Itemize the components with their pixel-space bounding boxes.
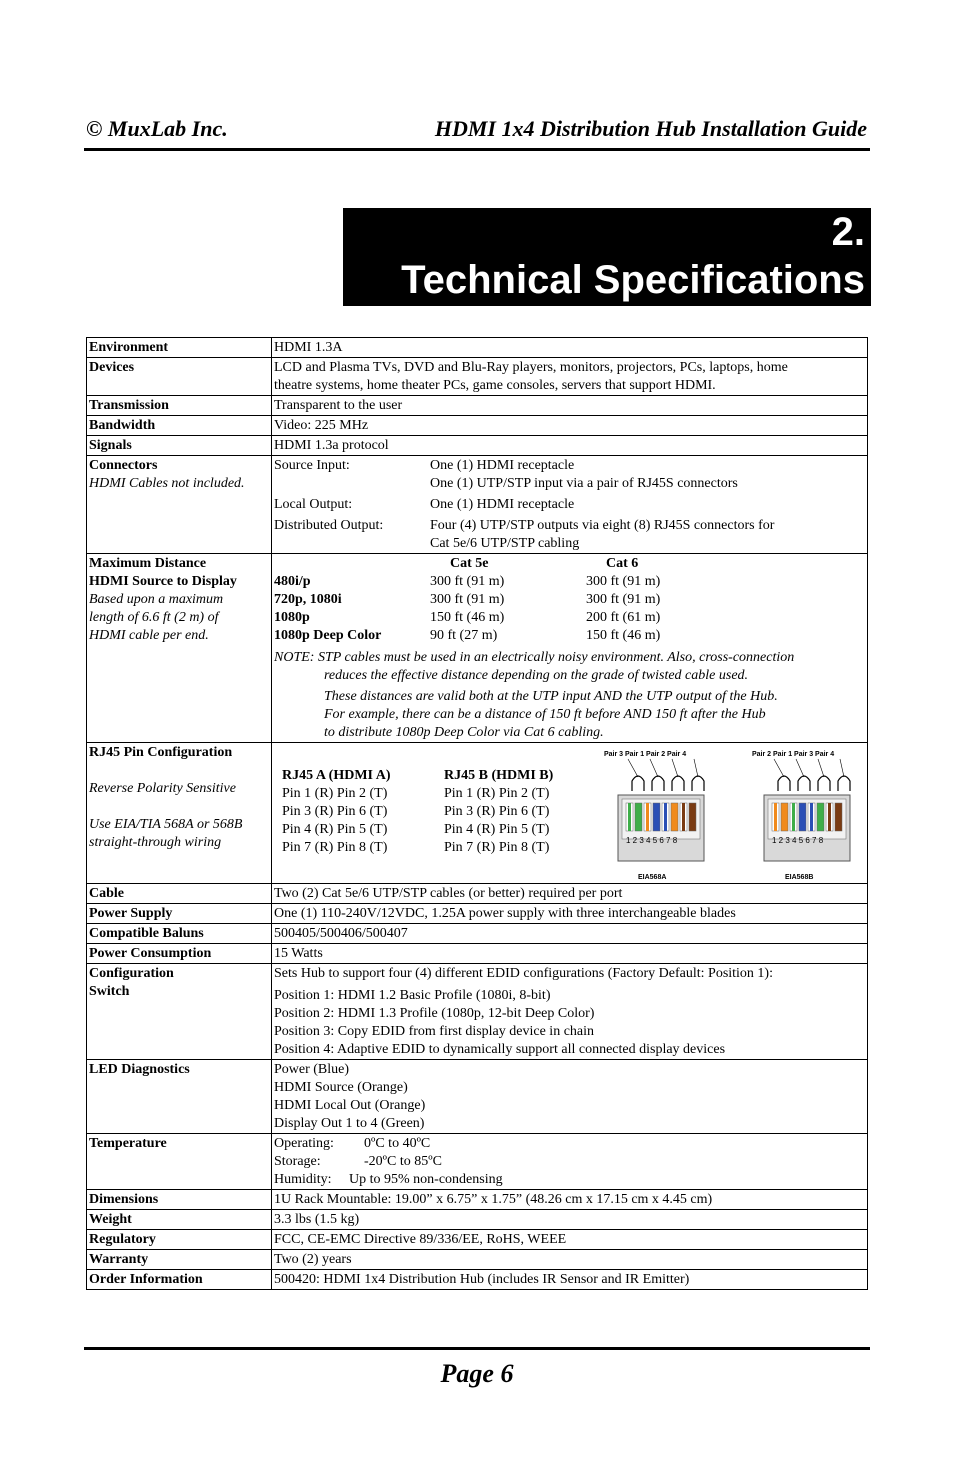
connector-label: Source Input: <box>274 458 350 473</box>
temp-label: Humidity: <box>274 1172 332 1187</box>
connector-label: Local Output: <box>274 497 353 512</box>
spec-value: HDMI 1.3A <box>272 338 868 358</box>
temp-storage <box>274 1153 865 1171</box>
spec-value <box>272 358 868 396</box>
pin-config <box>272 743 867 883</box>
spec-value: FCC, CE-EMC Directive 89/336/EE, RoHS, WEEE <box>272 1230 868 1250</box>
spec-key: Power Consumption <box>87 944 272 964</box>
distance-cat6: 200 ft (61 m) <box>586 610 661 625</box>
chapter-title: Technical Specifications <box>401 258 865 302</box>
row-rj45 <box>87 743 868 884</box>
distance-cat5e: 90 ft (27 m) <box>430 628 498 643</box>
spec-key <box>87 554 272 743</box>
temp-operating <box>274 1135 865 1153</box>
spec-value: Transparent to the user <box>272 396 868 416</box>
spec-value <box>272 1060 868 1134</box>
diagram-b-label: EIA568B <box>785 874 814 881</box>
temp-label: Operating: <box>274 1136 334 1151</box>
diagram-a-pairs: Pair 3 Pair 1 Pair 2 Pair 4 <box>604 751 687 758</box>
diagram-a-label: EIA568A <box>638 874 667 881</box>
pin-pair: Pin 7 (R) Pin 8 (T) <box>444 840 550 855</box>
config-position: Position 4: Adaptive EDID to dynamically support all connected display devices <box>274 1042 726 1057</box>
distance-row <box>274 609 865 627</box>
distance-resolution: 720p, 1080i <box>274 592 342 607</box>
led-item: HDMI Source (Orange) <box>274 1080 408 1095</box>
header-doc-title: HDMI 1x4 Distribution Hub Installation Guide <box>434 116 867 141</box>
distance-cat6: 300 ft (91 m) <box>586 592 661 607</box>
row-max-distance <box>87 554 868 743</box>
spec-value: 1U Rack Mountable: 19.00” x 6.75” x 1.75” (48.26 cm x 17.15 cm x 4.45 cm) <box>272 1190 868 1210</box>
page-number: Page 6 <box>440 1359 514 1388</box>
temp-value: -20ºC to 85ºC <box>364 1154 442 1169</box>
page-footer <box>84 1347 870 1388</box>
spec-value <box>272 456 868 554</box>
spec-key-line: Maximum Distance <box>89 556 207 571</box>
jack-568a <box>618 759 704 861</box>
distance-head-cat5e: Cat 5e <box>450 556 489 571</box>
spec-key-note: length of 6.6 ft (2 m) of <box>89 610 219 625</box>
spec-value-line: LCD and Plasma TVs, DVD and Blu-Ray players, monitors, projectors, PCs, laptops, home <box>274 360 788 375</box>
row-power-supply <box>87 904 868 924</box>
spec-key-note: HDMI Cables not included. <box>89 476 245 491</box>
row-cable <box>87 884 868 904</box>
spec-key-line: RJ45 Pin Configuration <box>89 745 233 760</box>
distance-cat5e: 150 ft (46 m) <box>430 610 505 625</box>
spec-key: Weight <box>87 1210 272 1230</box>
pin-pair: Pin 4 (R) Pin 5 (T) <box>444 822 550 837</box>
note-line: reduces the effective distance depending on the grade of twisted cable used. <box>324 668 749 683</box>
diagram-b-numbers: 1 2 3 4 5 6 7 8 <box>772 836 824 845</box>
spec-key: LED Diagnostics <box>87 1060 272 1134</box>
row-transmission <box>87 396 868 416</box>
connector-label: Distributed Output: <box>274 518 384 533</box>
distance-resolution: 480i/p <box>274 574 311 589</box>
note-line: to distribute 1080p Deep Color via Cat 6 cabling. <box>324 725 604 740</box>
spec-value: Two (2) years <box>272 1250 868 1270</box>
spec-value <box>272 1134 868 1190</box>
spec-value-line: theatre systems, home theater PCs, game consoles, servers that support HDMI. <box>274 378 716 393</box>
row-bandwidth <box>87 416 868 436</box>
spec-key-line: Connectors <box>89 458 158 473</box>
distance-cat5e: 300 ft (91 m) <box>430 574 505 589</box>
spec-value: HDMI 1.3a protocol <box>272 436 868 456</box>
note-line: These distances are valid both at the UTP input AND the UTP output of the Hub. <box>324 689 778 704</box>
temp-value: 0ºC to 40ºC <box>364 1136 431 1151</box>
row-devices <box>87 358 868 396</box>
config-position: Position 1: HDMI 1.2 Basic Profile (1080i, 8-bit) <box>274 988 551 1003</box>
chapter-banner <box>343 208 871 306</box>
spec-key-line: HDMI Source to Display <box>89 574 237 589</box>
distance-row <box>274 591 865 609</box>
spec-key: Order Information <box>87 1270 272 1290</box>
spec-key: Power Supply <box>87 904 272 924</box>
temp-value: Up to 95% non-condensing <box>349 1172 503 1187</box>
distance-cat5e: 300 ft (91 m) <box>430 592 505 607</box>
distance-cat6: 150 ft (46 m) <box>586 628 661 643</box>
connector-desc: Four (4) UTP/STP outputs via eight (8) RJ45S connectors for <box>430 518 775 533</box>
row-warranty <box>87 1250 868 1270</box>
row-signals <box>87 436 868 456</box>
connector-desc: One (1) HDMI receptacle <box>430 497 575 512</box>
spec-key: Devices <box>87 358 272 396</box>
spec-key-note: Reverse Polarity Sensitive <box>89 781 236 796</box>
pin-pair: Pin 3 (R) Pin 6 (T) <box>444 804 550 819</box>
temp-humidity <box>274 1171 865 1189</box>
row-environment <box>87 338 868 358</box>
connector-desc: One (1) HDMI receptacle <box>430 458 575 473</box>
chapter-number: 2. <box>831 210 865 254</box>
distance-head-cat6: Cat 6 <box>606 556 639 571</box>
pin-pair: Pin 1 (R) Pin 2 (T) <box>282 786 388 801</box>
spec-value <box>272 743 868 884</box>
row-compatible-baluns <box>87 924 868 944</box>
jack-568b <box>764 759 850 861</box>
connector-desc: One (1) UTP/STP input via a pair of RJ45S connectors <box>430 476 738 491</box>
spec-key-note: Use EIA/TIA 568A or 568B <box>89 817 243 832</box>
note-line: For example, there can be a distance of 150 ft before AND 150 ft after the Hub <box>324 707 766 722</box>
spec-table <box>86 337 868 1290</box>
note-line: NOTE: STP cables must be used in an electrically noisy environment. Also, cross-connection <box>274 650 795 665</box>
spec-key <box>87 456 272 554</box>
spec-key-line: Configuration <box>89 966 174 981</box>
spec-value: One (1) 110-240V/12VDC, 1.25A power supply with three interchangeable blades <box>272 904 868 924</box>
pin-column-header: RJ45 A (HDMI A) <box>282 768 391 783</box>
row-temperature <box>87 1134 868 1190</box>
spec-value <box>272 964 868 1060</box>
spec-key: Regulatory <box>87 1230 272 1250</box>
distance-row <box>274 627 865 645</box>
distance-cat6: 300 ft (91 m) <box>586 574 661 589</box>
rj45-wiring-diagram <box>582 743 872 883</box>
distance-resolution: 1080p <box>274 610 310 625</box>
pin-column-b <box>444 767 553 857</box>
row-config-switch <box>87 964 868 1060</box>
spec-key: Dimensions <box>87 1190 272 1210</box>
distance-row <box>274 573 865 591</box>
header-company: © MuxLab Inc. <box>86 116 228 141</box>
spec-key: Transmission <box>87 396 272 416</box>
spec-key: Compatible Baluns <box>87 924 272 944</box>
row-led-diagnostics <box>87 1060 868 1134</box>
spec-value: 500405/500406/500407 <box>272 924 868 944</box>
connector-desc: Cat 5e/6 UTP/STP cabling <box>430 536 580 551</box>
row-weight <box>87 1210 868 1230</box>
row-order-information <box>87 1270 868 1290</box>
pin-column-a <box>282 767 391 857</box>
config-position: Position 3: Copy EDID from first display device in chain <box>274 1024 595 1039</box>
pin-pair: Pin 4 (R) Pin 5 (T) <box>282 822 388 837</box>
spec-key-note: straight-through wiring <box>89 835 222 850</box>
spec-key-line: Switch <box>89 984 130 999</box>
spec-key: Warranty <box>87 1250 272 1270</box>
spec-value: Two (2) Cat 5e/6 UTP/STP cables (or better) required per port <box>272 884 868 904</box>
page-header <box>84 116 870 151</box>
led-item: Display Out 1 to 4 (Green) <box>274 1116 425 1131</box>
spec-key-note: HDMI cable per end. <box>89 628 209 643</box>
connector-source <box>274 457 865 493</box>
spec-value <box>272 554 868 743</box>
config-intro: Sets Hub to support four (4) different EDID configurations (Factory Default: Position 1): <box>274 966 773 981</box>
row-dimensions <box>87 1190 868 1210</box>
pin-pair: Pin 1 (R) Pin 2 (T) <box>444 786 550 801</box>
pin-pair: Pin 7 (R) Pin 8 (T) <box>282 840 388 855</box>
spec-value: Video: 225 MHz <box>272 416 868 436</box>
distance-resolution: 1080p Deep Color <box>274 628 382 643</box>
diagram-a-numbers: 1 2 3 4 5 6 7 8 <box>626 836 678 845</box>
row-connectors <box>87 456 868 554</box>
spec-value: 500420: HDMI 1x4 Distribution Hub (includes IR Sensor and IR Emitter) <box>272 1270 868 1290</box>
distance-header <box>274 555 865 573</box>
led-item: HDMI Local Out (Orange) <box>274 1098 426 1113</box>
spec-value: 15 Watts <box>272 944 868 964</box>
spec-key: Signals <box>87 436 272 456</box>
connector-local <box>274 496 865 514</box>
led-item: Power (Blue) <box>274 1062 350 1077</box>
pin-column-header: RJ45 B (HDMI B) <box>444 768 554 783</box>
distance-note <box>274 649 865 742</box>
diagram-b-pairs: Pair 2 Pair 1 Pair 3 Pair 4 <box>752 751 835 758</box>
spec-key <box>87 964 272 1060</box>
connector-distributed <box>274 517 865 553</box>
spec-key: Bandwidth <box>87 416 272 436</box>
config-position: Position 2: HDMI 1.3 Profile (1080p, 12-bit Deep Color) <box>274 1006 595 1021</box>
pin-pair: Pin 3 (R) Pin 6 (T) <box>282 804 388 819</box>
row-power-consumption <box>87 944 868 964</box>
row-regulatory <box>87 1230 868 1250</box>
spec-key: Cable <box>87 884 272 904</box>
spec-key <box>87 743 272 884</box>
spec-key: Temperature <box>87 1134 272 1190</box>
spec-key-note: Based upon a maximum <box>89 592 224 607</box>
spec-key: Environment <box>87 338 272 358</box>
spec-value: 3.3 lbs (1.5 kg) <box>272 1210 868 1230</box>
temp-label: Storage: <box>274 1154 321 1169</box>
